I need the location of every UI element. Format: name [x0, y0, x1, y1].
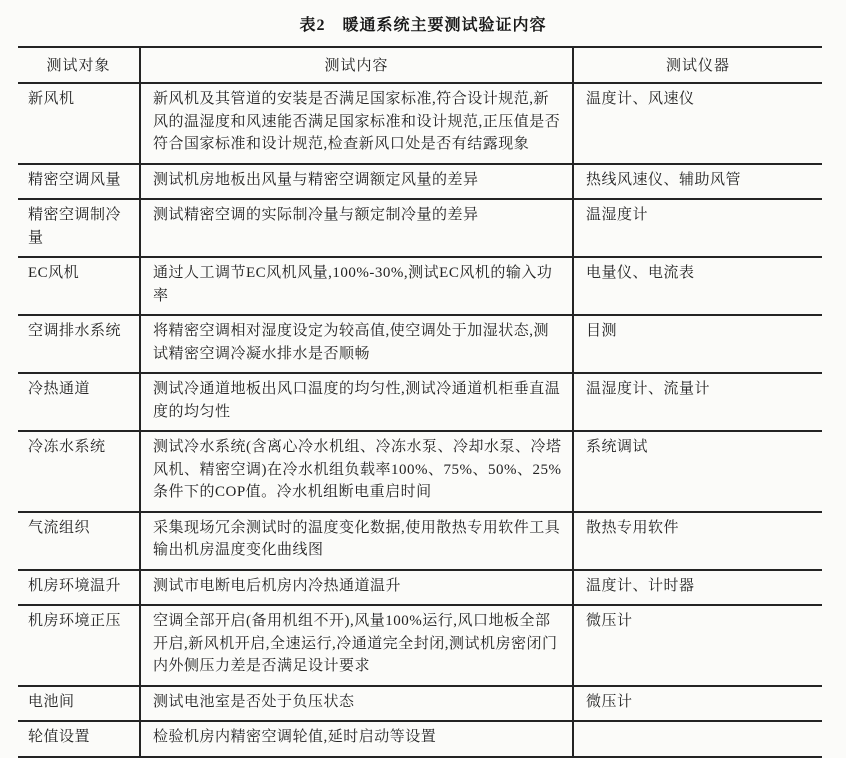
- cell-object: 气流组织: [18, 512, 140, 570]
- cell-object: 精密空调制冷量: [18, 199, 140, 257]
- cell-content: 测试市电断电后机房内冷热通道温升: [140, 570, 573, 606]
- column-header-object: 测试对象: [18, 47, 140, 83]
- table-row: [18, 199, 822, 257]
- cell-instrument: 温度计、计时器: [573, 570, 822, 606]
- column-header-content: 测试内容: [140, 47, 573, 83]
- cell-object: 冷冻水系统: [18, 431, 140, 512]
- header-row: [18, 47, 822, 83]
- table-row: [18, 686, 822, 722]
- cell-object: 精密空调风量: [18, 164, 140, 200]
- table-row: [18, 373, 822, 431]
- cell-content: 采集现场冗余测试时的温度变化数据,使用散热专用软件工具输出机房温度变化曲线图: [140, 512, 573, 570]
- cell-content: 测试冷通道地板出风口温度的均匀性,测试冷通道机柜垂直温度的均匀性: [140, 373, 573, 431]
- table-row: [18, 570, 822, 606]
- cell-instrument: 温度计、风速仪: [573, 83, 822, 164]
- cell-object: 轮值设置: [18, 721, 140, 757]
- table-row: [18, 315, 822, 373]
- cell-object: 空调排水系统: [18, 315, 140, 373]
- table-body: [18, 83, 822, 757]
- cell-content: 测试精密空调的实际制冷量与额定制冷量的差异: [140, 199, 573, 257]
- table-row: [18, 164, 822, 200]
- cell-instrument: 热线风速仪、辅助风管: [573, 164, 822, 200]
- table-row: [18, 721, 822, 757]
- cell-instrument: 微压计: [573, 605, 822, 686]
- test-verification-table: [18, 46, 822, 758]
- cell-instrument: 温湿度计、流量计: [573, 373, 822, 431]
- table-title: 表2 暖通系统主要测试验证内容: [299, 17, 547, 34]
- table-row: [18, 512, 822, 570]
- cell-object: 机房环境温升: [18, 570, 140, 606]
- cell-content: 测试机房地板出风量与精密空调额定风量的差异: [140, 164, 573, 200]
- cell-content: 空调全部开启(备用机组不开),风量100%运行,风口地板全部开启,新风机开启,全速运行,冷通道完全封闭,测试机房密闭门内外侧压力差是否满足设计要求: [140, 605, 573, 686]
- cell-instrument: 微压计: [573, 686, 822, 722]
- table-row: [18, 605, 822, 686]
- table-row: [18, 257, 822, 315]
- cell-object: 冷热通道: [18, 373, 140, 431]
- cell-object: EC风机: [18, 257, 140, 315]
- cell-object: 新风机: [18, 83, 140, 164]
- cell-instrument: [573, 721, 822, 757]
- column-header-instrument: 测试仪器: [573, 47, 822, 83]
- cell-content: 新风机及其管道的安装是否满足国家标准,符合设计规范,新风的温湿度和风速能否满足国家标准和设计规范,正压值是否符合国家标准和设计规范,检查新风口处是否有结露现象: [140, 83, 573, 164]
- cell-content: 将精密空调相对湿度设定为较高值,使空调处于加湿状态,测试精密空调冷凝水排水是否顺畅: [140, 315, 573, 373]
- table-row: [18, 431, 822, 512]
- cell-instrument: 目测: [573, 315, 822, 373]
- cell-instrument: 电量仪、电流表: [573, 257, 822, 315]
- cell-content: 检验机房内精密空调轮值,延时启动等设置: [140, 721, 573, 757]
- cell-object: 机房环境正压: [18, 605, 140, 686]
- cell-instrument: 散热专用软件: [573, 512, 822, 570]
- table-row: [18, 83, 822, 164]
- cell-instrument: 温湿度计: [573, 199, 822, 257]
- cell-content: 测试电池室是否处于负压状态: [140, 686, 573, 722]
- cell-content: 测试冷水系统(含离心冷水机组、冷冻水泵、冷却水泵、冷塔风机、精密空调)在冷水机组负载率100%、75%、50%、25%条件下的COP值。冷水机组断电重启时间: [140, 431, 573, 512]
- table-header: [18, 47, 822, 83]
- cell-content: 通过人工调节EC风机风量,100%-30%,测试EC风机的输入功率: [140, 257, 573, 315]
- cell-instrument: 系统调试: [573, 431, 822, 512]
- cell-object: 电池间: [18, 686, 140, 722]
